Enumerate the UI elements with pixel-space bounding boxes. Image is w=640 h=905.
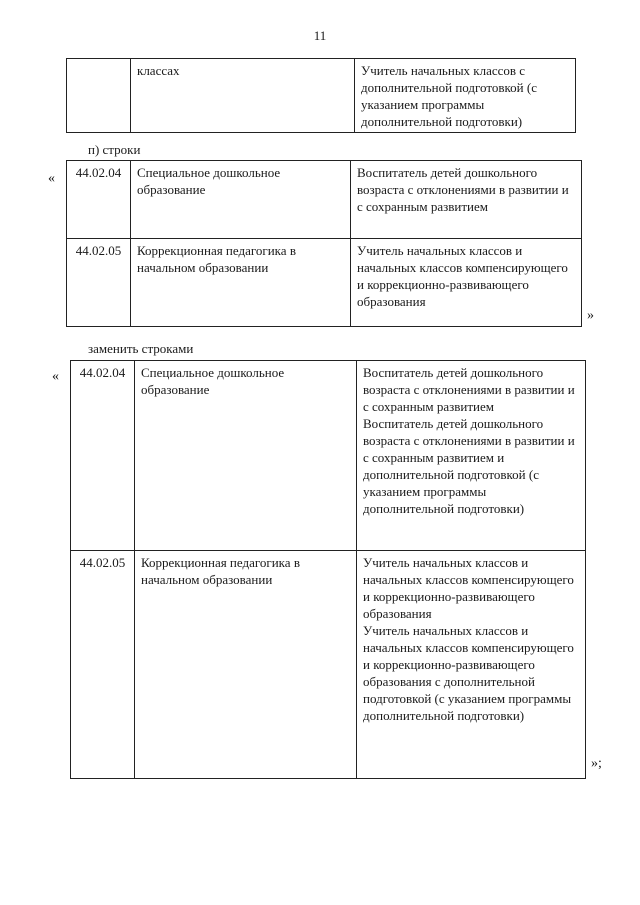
qualification-line: Учитель начальных классов и начальных классов компенсирующего и коррекционно-развивающего образования — [363, 555, 574, 621]
code-cell: 44.02.04 — [71, 361, 135, 551]
close-quote: »; — [591, 756, 602, 771]
code-cell — [67, 59, 131, 133]
table-row — [67, 59, 576, 133]
qualification-line: Учитель начальных классов и начальных классов компенсирующего и коррекционно-развивающего образования с дополнительной подготовкой (с указанием программы дополнительной подготовки) — [363, 623, 574, 723]
qualification-cell — [357, 551, 586, 779]
specialty-cell: Специальное дошкольное образование — [135, 361, 357, 551]
qualification-cell: Воспитатель детей дошкольного возраста с отклонениями в развитии и с сохранным развитием — [351, 161, 582, 239]
continuation-table — [66, 58, 576, 133]
code-cell: 44.02.04 — [67, 161, 131, 239]
specialty-cell: Коррекционная педагогика в начальном образовании — [131, 239, 351, 327]
qualification-line: Воспитатель детей дошкольного возраста с отклонениями в развитии и с сохранным развитием — [363, 365, 575, 414]
section-label: п) строки — [88, 142, 141, 157]
replace-label: заменить строками — [88, 341, 194, 356]
table-row — [71, 361, 586, 551]
qualification-cell: Учитель начальных классов и начальных классов компенсирующего и коррекционно-развивающего образования — [351, 239, 582, 327]
qualification-cell: Учитель начальных классов с дополнительной подготовкой (с указанием программы дополнительной подготовки) — [355, 59, 576, 133]
code-cell: 44.02.05 — [67, 239, 131, 327]
old-rows-table — [66, 160, 582, 327]
qualification-cell — [357, 361, 586, 551]
qualification-line: Воспитатель детей дошкольного возраста с отклонениями в развитии и с сохранным развитием и дополнительной подготовкой (с указанием программы дополнительной подготовки) — [363, 416, 575, 516]
open-quote: « — [52, 369, 59, 384]
open-quote: « — [48, 171, 55, 186]
close-quote: » — [587, 308, 594, 323]
page-number: 11 — [313, 28, 327, 43]
specialty-cell: классах — [131, 59, 355, 133]
code-cell: 44.02.05 — [71, 551, 135, 779]
new-rows-table — [70, 360, 586, 779]
specialty-cell: Коррекционная педагогика в начальном образовании — [135, 551, 357, 779]
specialty-cell: Специальное дошкольное образование — [131, 161, 351, 239]
table-row — [71, 551, 586, 779]
table-row — [67, 239, 582, 327]
table-row — [67, 161, 582, 239]
